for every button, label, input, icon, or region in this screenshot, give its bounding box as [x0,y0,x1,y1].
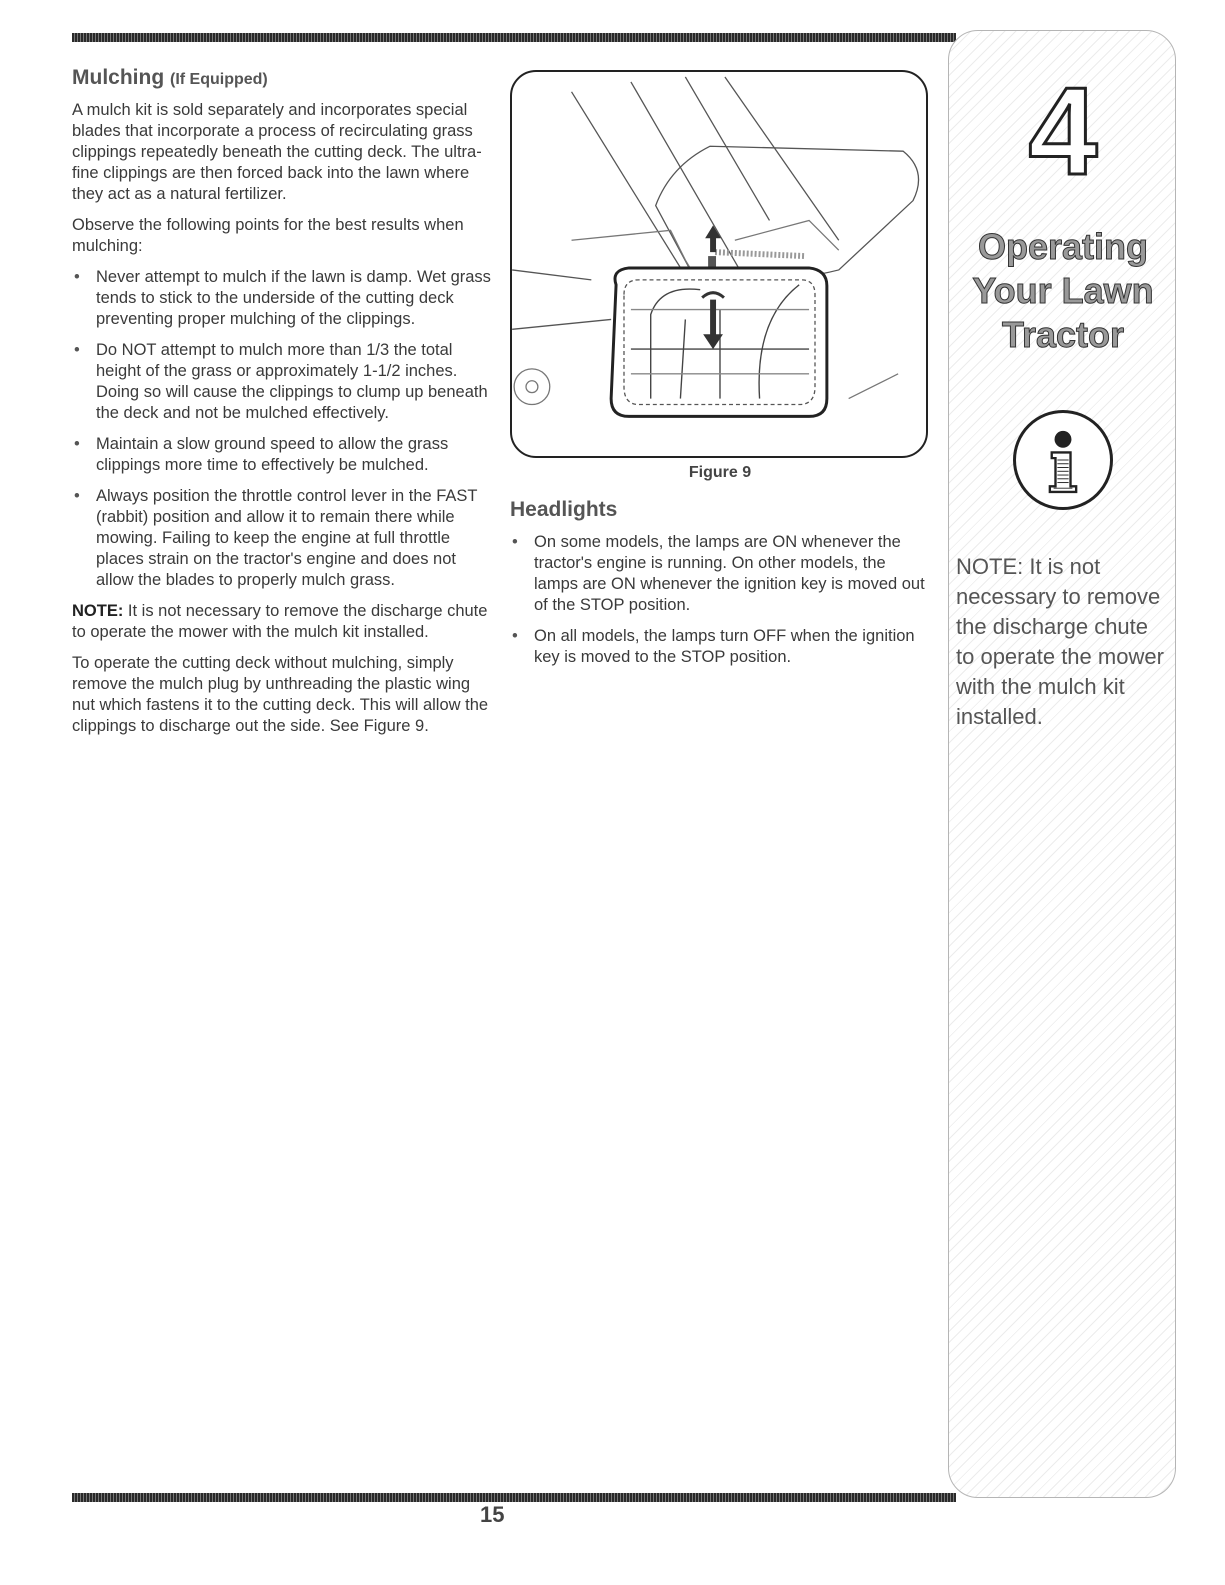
mulching-note [72,601,497,643]
headlights-bullet: • On all models, the lamps turn OFF when the ignition key is moved to the STOP position. [510,626,930,668]
note-label: NOTE: [72,602,124,620]
mulching-heading-suffix: (If Equipped) [170,71,268,88]
figure-caption: Figure 9 [688,464,752,481]
mulching-observe: Observe the following points for the best results when mulching: [72,216,464,255]
chapter-number: 4 [1028,63,1098,201]
mulching-bullet: • Do NOT attempt to mulch more than 1/3 the total height of the grass or approximately 1-1/2 inches. Doing so will cause the clippings to clump up beneath the deck and not be mulched effectively. [72,340,497,424]
mulching-section [72,66,497,747]
headlights-heading: Headlights [510,498,618,521]
mulching-heading-text: Mulching [72,66,165,89]
info-icon [1013,410,1113,510]
top-rule [72,33,956,42]
chapter-title-line: Your Lawn [972,270,1154,311]
headlights-bullet: • On some models, the lamps are ON whenever the tractor's engine is running. On other models, the lamps are ON whenever the ignition key is moved out of the STOP position. [510,532,930,616]
mulching-bullet: • Maintain a slow ground speed to allow the grass clippings more time to effectively be mulched. [72,434,497,476]
headlights-bullet-list [510,532,930,668]
bottom-rule [72,1493,956,1502]
mulching-bullet-list [72,267,497,591]
mulching-heading [72,66,497,90]
mulching-intro: A mulch kit is sold separately and incorporates special blades that incorporate a process of recirculating grass clippings repeatedly beneath the cutting deck. The ultra-fine clippings are then forced back into the lawn where they act as a natural fertilizer. [72,101,482,203]
figure-9-illustration [510,70,928,458]
chapter-title-line: Operating [977,226,1148,267]
mulching-bullet: • Always position the throttle control lever in the FAST (rabbit) position and allow it to remain there while mowing. Failing to keep the engine at full throttle places strain on the tractor's engine and does not allow the blades to properly mulch grass. [72,486,497,591]
right-column [510,70,930,678]
page-number: 15 [480,1502,505,1527]
mower-deck-drawing [512,72,926,456]
chapter-title-line: Tractor [1001,314,1125,355]
sidebar-note: NOTE: It is not necessary to remove the discharge chute to operate the mower with the mulch kit installed. [956,554,1164,729]
mulching-bullet: • Never attempt to mulch if the lawn is damp. Wet grass tends to stick to the underside of the cutting deck preventing proper mulching of the clippings. [72,267,497,330]
chapter-title [950,225,1176,357]
note-text: It is not necessary to remove the discharge chute to operate the mower with the mulch kit installed. [72,602,488,641]
info-icon-glyph [1016,413,1110,507]
mulching-closing: To operate the cutting deck without mulching, simply remove the mulch plug by unthreading the plastic wing nut which fastens it to the cutting deck. This will allow the clippings to discharge out the side. See Figure 9. [72,654,489,735]
